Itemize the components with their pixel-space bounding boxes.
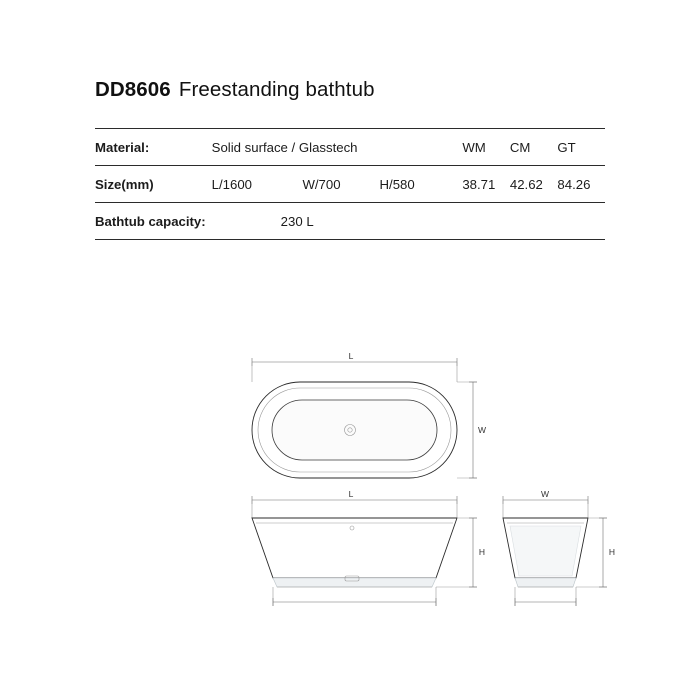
size-gt: 84.26: [557, 166, 605, 203]
technical-drawings: [0, 340, 700, 630]
product-name: Freestanding bathtub: [178, 78, 375, 101]
top-view-width-label: W: [477, 425, 487, 435]
front-view-height-label: H: [478, 547, 486, 557]
table-row: [95, 166, 605, 203]
size-wm: 38.71: [462, 166, 510, 203]
front-view-length-label: L: [348, 489, 354, 499]
size-cm: 42.62: [510, 166, 558, 203]
column-header-wm: WM: [462, 129, 510, 166]
page-title: [95, 78, 605, 102]
spec-table: [95, 128, 605, 240]
column-header-cm: CM: [510, 129, 558, 166]
row-value-capacity: 230 L: [212, 203, 463, 240]
table-row: [95, 129, 605, 166]
row-label-capacity: Bathtub capacity:: [95, 203, 212, 240]
size-width: W/700: [302, 166, 379, 203]
side-view-width-label: W: [540, 489, 550, 499]
side-view-drawing: [503, 489, 615, 606]
column-header-gt: GT: [557, 129, 605, 166]
row-value-material: Solid surface / Glasstech: [212, 129, 463, 166]
size-height: H/580: [380, 166, 463, 203]
side-view-height-label: H: [608, 547, 616, 557]
top-view-drawing: [252, 351, 486, 478]
row-label-size: Size(mm): [95, 166, 212, 203]
table-row: [95, 203, 605, 240]
row-label-material: Material:: [95, 129, 212, 166]
front-view-drawing: [252, 489, 485, 606]
top-view-length-label: L: [348, 351, 354, 361]
size-length: L/1600: [212, 166, 303, 203]
product-code: DD8606: [95, 78, 171, 101]
